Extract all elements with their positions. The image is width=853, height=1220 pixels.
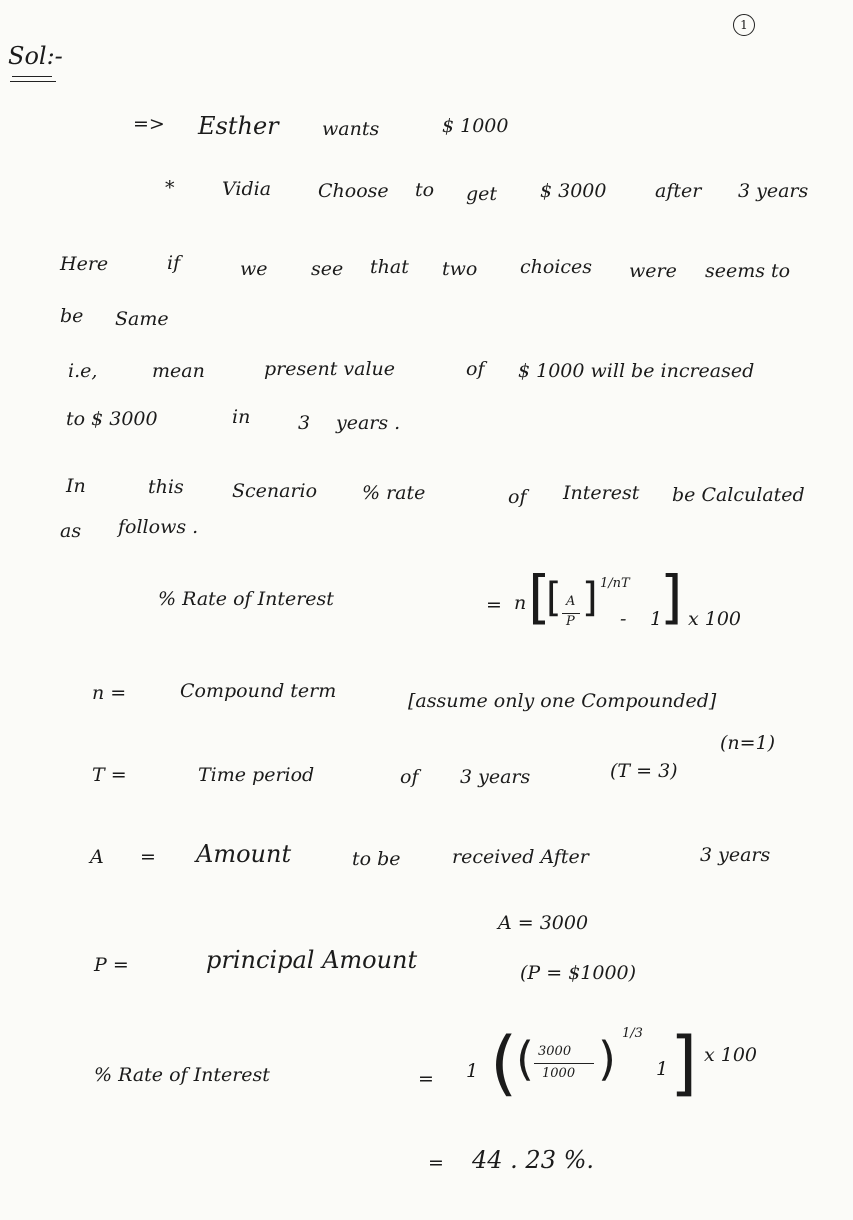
formula-inner-close: ]: [582, 575, 598, 621]
text-present-value: present value: [264, 358, 396, 380]
calc-one: 1: [466, 1060, 479, 1082]
formula-p: P: [566, 614, 575, 629]
text-be: be: [60, 305, 84, 327]
calc-lhs: % Rate of Interest: [94, 1064, 270, 1086]
formula-inner-open: [: [546, 575, 562, 621]
text-we: we: [240, 258, 268, 280]
def-t-value: (T = 3): [610, 760, 678, 782]
text-mean: mean: [152, 360, 205, 382]
def-p-value: (P = $1000): [520, 962, 637, 984]
def-n-symbol: n =: [92, 682, 127, 704]
text-choices: choices: [520, 256, 593, 278]
text-years: years .: [336, 412, 401, 434]
text-ie: i.e,: [68, 360, 98, 382]
text-this: this: [148, 476, 184, 498]
text-increased: $ 1000 will be increased: [518, 360, 755, 382]
text-choose: Choose: [318, 180, 389, 202]
heading-underline: [12, 76, 52, 77]
text-amount-1000: $ 1000: [442, 115, 509, 137]
def-a-to-be: to be: [352, 848, 401, 870]
calc-times-100: x 100: [704, 1044, 758, 1066]
text-of: of: [466, 358, 485, 380]
def-a-received: received After: [452, 846, 589, 868]
text-see: see: [311, 258, 344, 280]
formula-equals: =: [486, 594, 502, 616]
calc-one-2: 1: [656, 1058, 669, 1080]
text-to: to: [415, 179, 435, 201]
calc-fraction-bar: [534, 1063, 594, 1064]
text-esther: Esther: [198, 112, 279, 140]
text-were: were: [629, 260, 677, 282]
calc-close-bracket: ]: [670, 1022, 698, 1104]
text-scenario: Scenario: [232, 480, 318, 502]
calc-inner-open-paren: (: [516, 1032, 534, 1086]
arrow-marker: =>: [133, 113, 165, 135]
text-percent-rate: % rate: [362, 482, 426, 504]
def-a-years: 3 years: [700, 844, 771, 866]
text-be-calculated: be Calculated: [672, 484, 805, 506]
text-as: as: [60, 520, 82, 542]
text-in-2: In: [66, 475, 86, 497]
text-here: Here: [60, 253, 109, 275]
calc-denominator: 1000: [542, 1066, 576, 1081]
calc-open-paren: (: [490, 1022, 518, 1104]
result-value: 44 . 23 %.: [472, 1146, 595, 1174]
formula-close-bracket: ]: [660, 563, 683, 631]
page-number: 1: [733, 14, 755, 36]
def-t-of: of: [400, 766, 419, 788]
text-3: 3: [298, 412, 311, 434]
text-after: after: [655, 180, 702, 202]
text-amount-3000: $ 3000: [540, 180, 607, 202]
def-t-text: Time period: [198, 764, 315, 786]
formula-a: A: [566, 594, 576, 609]
heading-underline-2: [10, 81, 56, 82]
text-wants: wants: [322, 118, 380, 140]
calc-inner-close-paren: ): [598, 1032, 616, 1086]
text-vidia: Vidia: [222, 178, 272, 200]
def-a-symbol: A: [90, 846, 104, 868]
text-get: get: [466, 183, 498, 205]
def-n-value: (n=1): [720, 732, 776, 754]
text-3-years: 3 years: [738, 180, 809, 202]
text-that: that: [370, 256, 409, 278]
text-of-2: of: [508, 486, 527, 508]
text-to-3000: to $ 3000: [66, 408, 158, 430]
def-a-value: A = 3000: [498, 912, 589, 934]
def-p-text: principal Amount: [206, 946, 418, 974]
formula-exponent: 1/nT: [600, 576, 630, 591]
def-a-equals: =: [140, 846, 156, 868]
formula-minus: -: [620, 608, 627, 630]
formula-one: 1: [650, 608, 663, 630]
def-n-note: [assume only one Compounded]: [408, 690, 717, 712]
def-t-symbol: T =: [92, 764, 127, 786]
star-marker: *: [165, 177, 175, 199]
formula-n: n: [514, 592, 527, 614]
calc-exponent: 1/3: [622, 1026, 643, 1041]
calc-numerator: 3000: [538, 1044, 572, 1059]
text-interest: Interest: [563, 482, 640, 504]
formula-times-100: x 100: [688, 608, 742, 630]
text-seems-to: seems to: [705, 260, 791, 282]
text-in: in: [232, 406, 251, 428]
formula-lhs: % Rate of Interest: [158, 588, 334, 610]
def-t-years: 3 years: [460, 766, 531, 788]
def-a-text: Amount: [196, 840, 292, 868]
text-follows: follows .: [118, 516, 199, 538]
text-same: Same: [115, 308, 169, 330]
def-p-symbol: P =: [94, 954, 129, 976]
solution-heading: Sol:-: [8, 42, 63, 70]
text-if: if: [167, 252, 181, 274]
result-equals: =: [428, 1152, 444, 1174]
calc-equals: =: [418, 1068, 434, 1090]
def-n-text: Compound term: [180, 680, 337, 702]
formula-open-bracket: [: [528, 563, 551, 631]
text-two: two: [442, 258, 478, 280]
